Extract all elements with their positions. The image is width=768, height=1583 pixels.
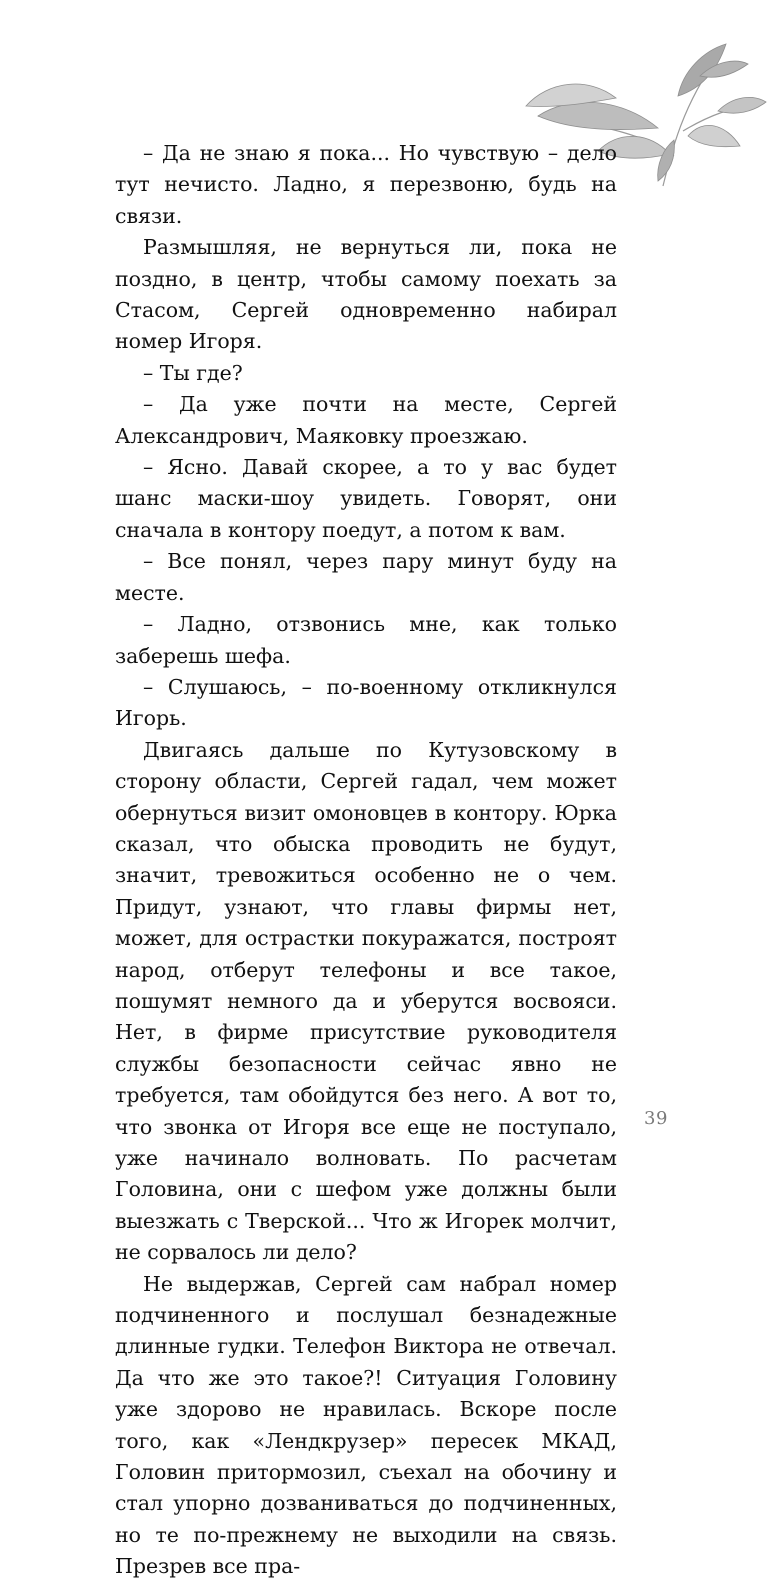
paragraph: – Ты где?	[143, 360, 243, 385]
paragraph: – Ладно, отзвонись мне, как только заберешь шефа.	[115, 612, 617, 668]
paragraph: – Слушаюсь, – по-военному откликнулся Игорь.	[115, 674, 617, 731]
paragraph: Не выдержав, Сергей сам набрал номер подчиненного и послушал безнадежные длинные гудки. Телефон Виктора не отвечал. Да что же это такое?! Ситуация Головину уже здорово не нравилась. Вскоре после того, как «Лендкрузер» пересек МКАД, Головин притормозил, съехал на обочину и стал упорно дозваниваться до подчиненных, но те по-прежнему не выходили на связь. Презрев все пра-	[115, 1271, 617, 1579]
paragraph: – Да уже почти на месте, Сергей Александрович, Маяковку проезжаю.	[115, 392, 617, 448]
paragraph: – Ясно. Давай скорее, а то у вас будет шанс маски-шоу увидеть. Говорят, они сначала в контору поедут, а потом к вам.	[115, 455, 617, 542]
paragraph: Двигаясь дальше по Кутузовскому в сторону области, Сергей гадал, чем может обернуться визит омоновцев в контору. Юрка сказал, что обыска проводить не будут, значит, тревожиться особенно не о чем. Придут, узнают, что главы фирмы нет, может, для острастки покуражатся, построят народ, отберут телефоны и все такое, пошумят немного да и уберутся восвояси. Нет, в фирме присутствие руководителя службы безопасности сейчас явно не требуется, там обойдутся без него. А вот то, что звонка от Игоря все еще не поступало, уже начинало волновать. По расчетам Головина, они с шефом уже должны были выезжать с Тверской... Что ж Игорек молчит, не сорвалось ли дело?	[115, 737, 617, 1265]
page-number: 39	[644, 1108, 668, 1129]
paragraph: – Да не знаю я пока... Но чувствую – дело тут нечисто. Ладно, я перезвоню, будь на связи.	[115, 141, 617, 228]
body-text	[115, 138, 617, 1583]
paragraph: – Все понял, через пару минут буду на месте.	[115, 549, 617, 605]
paragraph: Размышляя, не вернуться ли, пока не поздно, в центр, чтобы самому поехать за Стасом, Сергей одновременно набирал номер Игоря.	[115, 235, 617, 354]
